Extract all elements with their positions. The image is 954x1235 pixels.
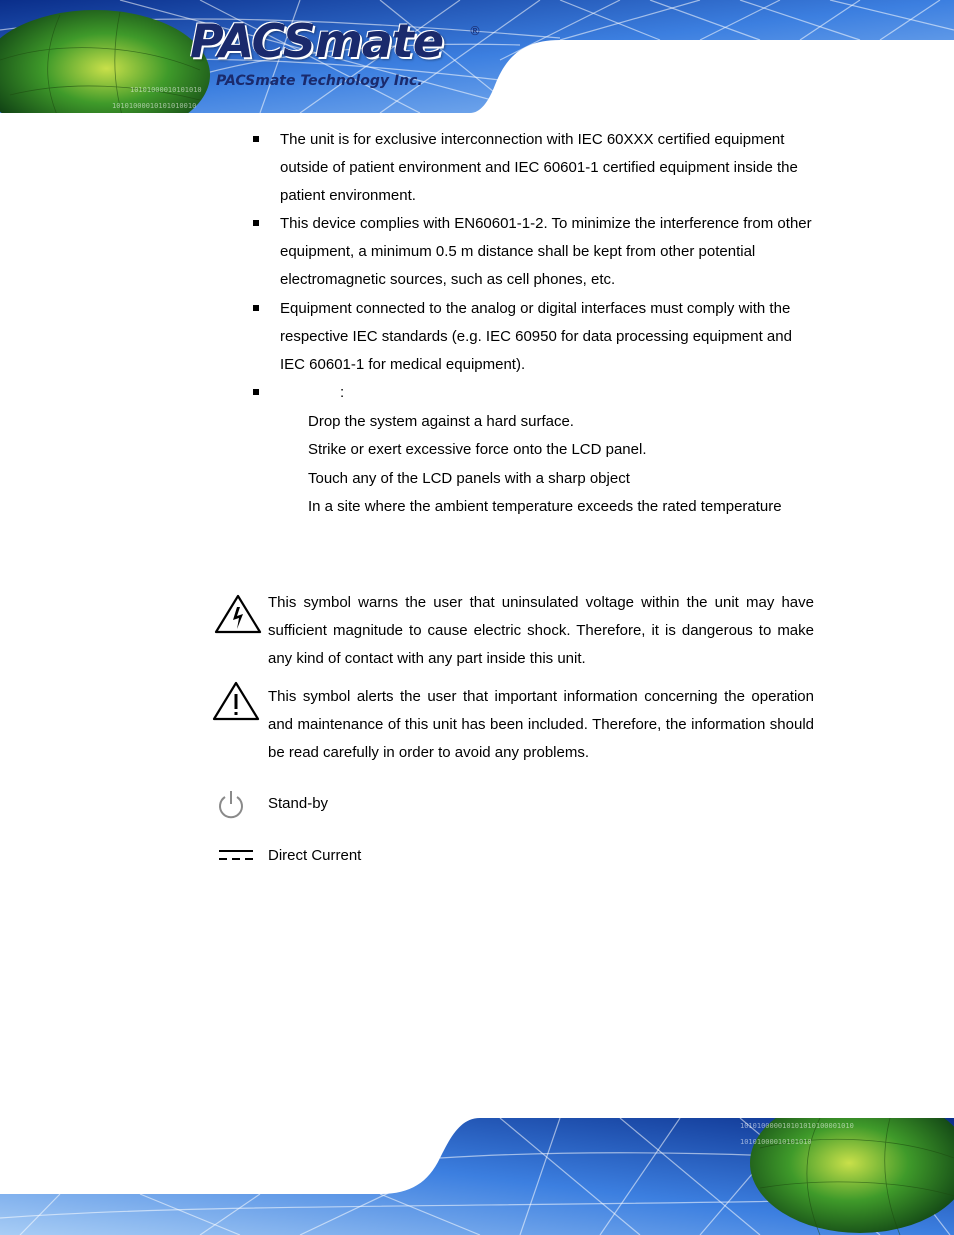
bullet-marker: [253, 305, 259, 311]
bullet-item: Equipment connected to the analog or digital interfaces must comply with the respective IEC standards (e.g. IEC 60950 for data processing equipment and IEC 60601-1 for medical equipment).: [280, 300, 792, 373]
footer-banner: [0, 1118, 954, 1235]
direct-current-icon: [218, 848, 254, 862]
header-background-graphic: [0, 0, 954, 113]
do-not-item: Drop the system against a hard surface.: [308, 413, 574, 430]
bullet-item: This device complies with EN60601-1-2. To minimize the interference from other equipment, a minimum 0.5 m distance shall be kept from other potential electromagnetic sources, such as cell phones, etc.: [280, 215, 812, 288]
bullet-marker: [253, 220, 259, 226]
registered-mark: ®: [469, 24, 481, 38]
svg-text:10101000010101010: 10101000010101010: [740, 1138, 812, 1146]
symbol-label: Direct Current: [268, 847, 362, 864]
bullet-marker: [253, 136, 259, 142]
do-not-item: Touch any of the LCD panels with a sharp object: [308, 470, 630, 487]
brand-logo: PACSmate: [190, 14, 444, 68]
electric-shock-warning-icon: [213, 593, 263, 635]
bullet-item: :: [340, 384, 345, 401]
svg-text:10101000010101010: 10101000010101010: [130, 86, 202, 94]
do-not-item: In a site where the ambient temperature exceeds the rated temperature: [308, 498, 782, 515]
symbol-description: This symbol alerts the user that important information concerning the operation and maintenance of this unit has been included. Therefore, the information should be read carefully in order to avoid any problems.: [268, 688, 814, 761]
caution-warning-icon: [211, 680, 261, 722]
bullet-item: The unit is for exclusive interconnection with IEC 60XXX certified equipment outside of patient environment and IEC 60601-1 certified equipment inside the patient environment.: [280, 131, 798, 204]
header-banner: [0, 0, 954, 113]
company-name: PACSmate Technology Inc.: [216, 73, 423, 89]
footer-background-graphic: [0, 1118, 954, 1235]
svg-text:10101000010101010010: 10101000010101010010: [112, 102, 197, 110]
bullet-marker: [253, 389, 259, 395]
svg-text:101010000010101010100001010: 101010000010101010100001010: [740, 1122, 854, 1130]
standby-icon: [215, 788, 247, 820]
symbol-description: This symbol warns the user that uninsulated voltage within the unit may have sufficient magnitude to cause electric shock. Therefore, it is dangerous to make any kind of contact with any part inside this unit.: [268, 594, 814, 667]
do-not-item: Strike or exert excessive force onto the LCD panel.: [308, 441, 647, 458]
symbol-label: Stand-by: [268, 795, 329, 812]
